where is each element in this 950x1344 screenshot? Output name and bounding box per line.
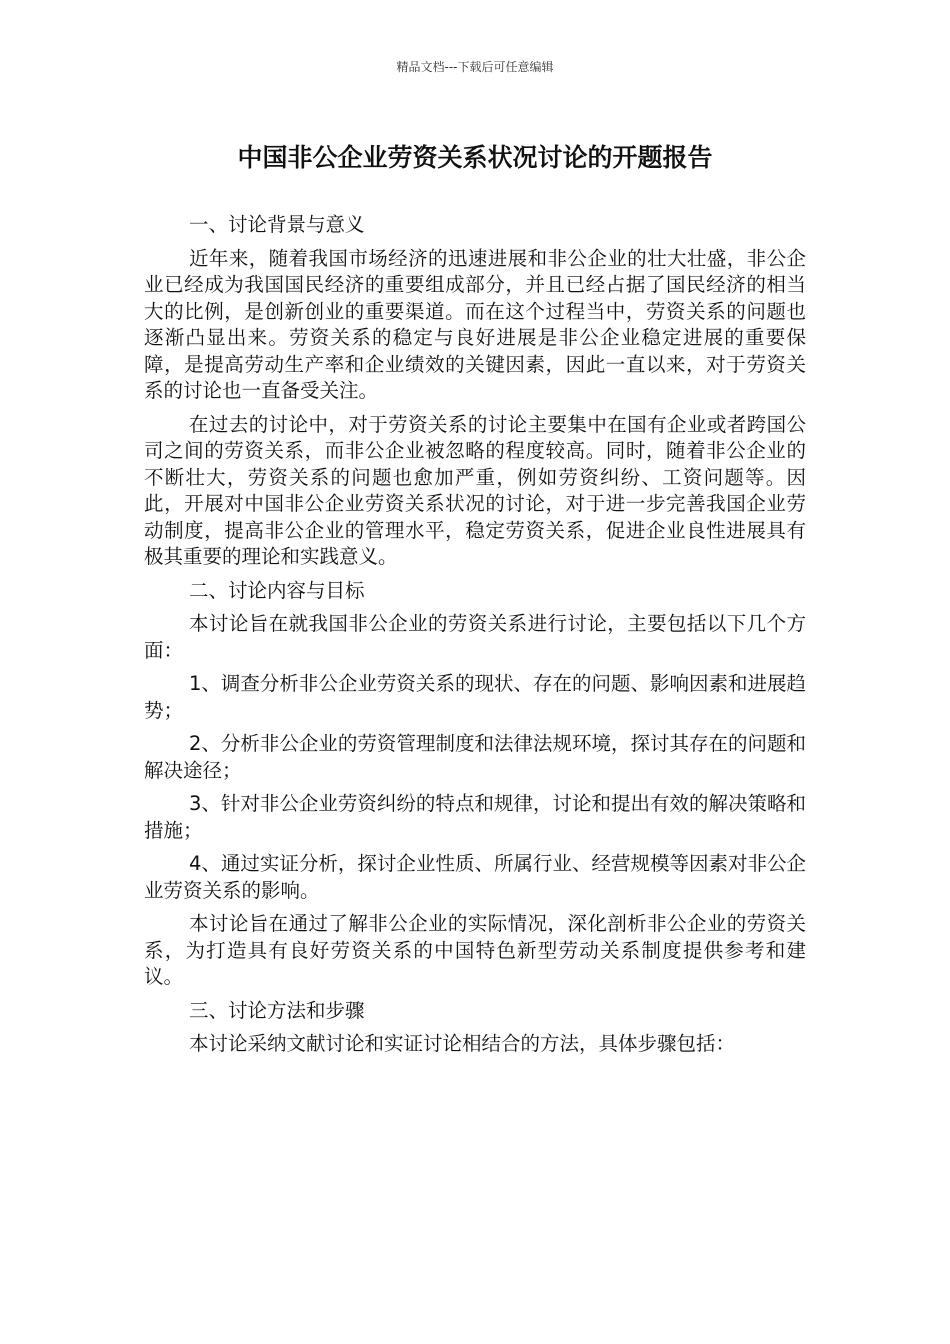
- section-heading-methods: 三、讨论方法和步骤: [189, 998, 365, 1022]
- document-body: [144, 212, 806, 1065]
- paragraph-methods-intro: 本讨论采纳文献讨论和实证讨论相结合的方法，具体步骤包括：: [189, 1032, 736, 1055]
- section-heading-content-goals: 二、讨论内容与目标: [189, 578, 365, 602]
- list-item-4: 4、通过实证分析，探讨企业性质、所属行业、经营规模等因素对非公企业劳资关系的影响。: [144, 852, 806, 902]
- paragraph-background-1: 近年来，随着我国市场经济的迅速进展和非公企业的壮大壮盛，非公企业已经成为我国国民经济的重要组成部分，并且已经占据了国民经济的相当大的比例，是创新创业的重要渠道。而在这个过程当中，劳资关系的问题也逐渐凸显出来。劳资关系的稳定与良好进展是非公企业稳定进展的重要保障，是提高劳动生产率和企业绩效的关键因素，因此一直以来，对于劳资关系的讨论也一直备受关注。: [144, 246, 806, 402]
- header-note: 精品文档---下载后可任意编辑: [396, 60, 554, 74]
- paragraph-background-2: 在过去的讨论中，对于劳资关系的讨论主要集中在国有企业或者跨国公司之间的劳资关系，而非公企业被忽略的程度较高。同时，随着非公企业的不断壮大，劳资关系的问题也愈加严重，例如劳资纠纷、工资问题等。因此，开展对中国非公企业劳资关系状况的讨论，对于进一步完善我国企业劳动制度，提高非公企业的管理水平，稳定劳资关系，促进企业良性进展具有极其重要的理论和实践意义。: [144, 412, 806, 568]
- document-title: 中国非公企业劳资关系状况讨论的开题报告: [237, 143, 713, 172]
- list-item-3: 3、针对非公企业劳资纠纷的特点和规律，讨论和提出有效的解决策略和措施；: [144, 792, 806, 842]
- list-item-1: 1、调查分析非公企业劳资关系的现状、存在的问题、影响因素和进展趋势；: [144, 672, 806, 722]
- paragraph-content-intro: 本讨论旨在就我国非公企业的劳资关系进行讨论，主要包括以下几个方面：: [144, 612, 806, 662]
- paragraph-goals: 本讨论旨在通过了解非公企业的实际情况，深化剖析非公企业的劳资关系，为打造具有良好劳资关系的中国特色新型劳动关系制度提供参考和建议。: [144, 912, 806, 988]
- list-item-2: 2、分析非公企业的劳资管理制度和法律法规环境，探讨其存在的问题和解决途径；: [144, 732, 806, 782]
- section-heading-background: 一、讨论背景与意义: [189, 213, 365, 236]
